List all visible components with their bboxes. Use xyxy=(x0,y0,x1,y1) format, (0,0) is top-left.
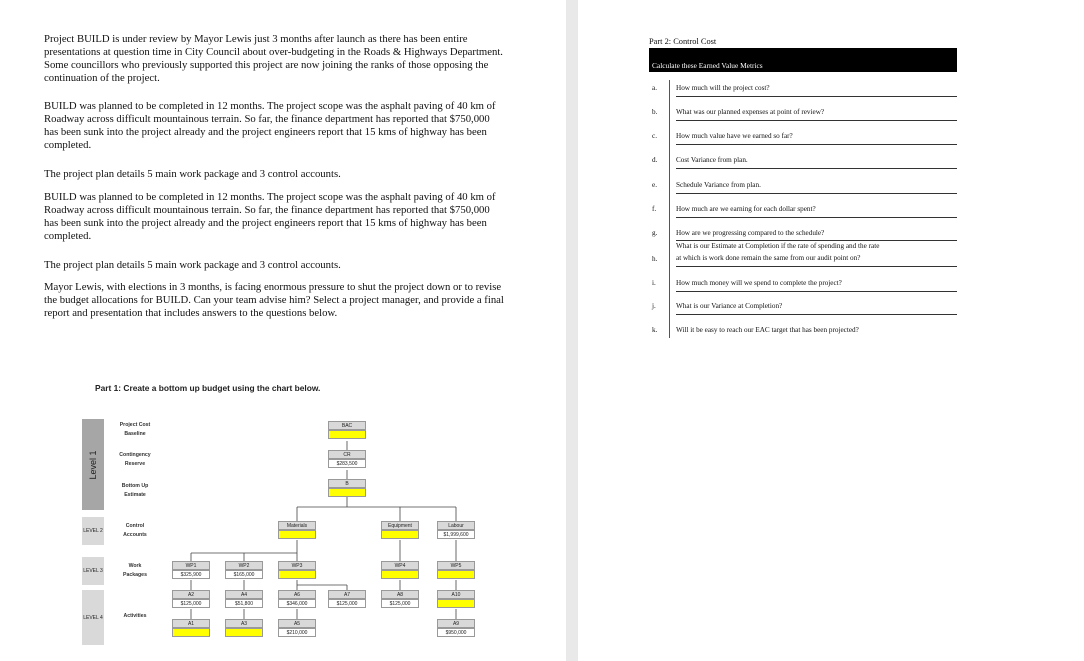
level1-band: Level 1 xyxy=(82,419,104,510)
activity-a8: A8 $125,000 xyxy=(381,590,419,608)
account-materials: Materials xyxy=(278,521,316,539)
scope-paragraph: BUILD was planned to be completed in 12 months. The project scope was the asphalt paving of 40 km of Roadway across difficult mountainous terrain. So far, the finance department has reported that $750,000 has been sunk into the project already and the project engineers report that 15 kms of highway has been completed. xyxy=(44,100,496,151)
question-a: How much will the project cost? xyxy=(676,84,770,92)
wp4-box: WP4 xyxy=(381,561,419,579)
wp5-box: WP5 xyxy=(437,561,475,579)
wp1-box: WP1 $325,900 xyxy=(172,561,210,579)
question-f: How much are we earning for each dollar spent? xyxy=(676,205,816,213)
row-label-control-accounts: Control Accounts xyxy=(123,523,147,538)
level3-band: LEVEL 3 xyxy=(82,557,104,585)
question-i: How much money will we spend to complete the project? xyxy=(676,279,842,287)
wp3-box: WP3 xyxy=(278,561,316,579)
activity-a5: A5 $210,000 xyxy=(278,619,316,637)
question-g: How are we progressing compared to the schedule? xyxy=(676,229,825,237)
account-labour: Labour $1,999,600 xyxy=(437,521,475,539)
activity-a6: A6 $346,000 xyxy=(278,590,316,608)
wp2-box: WP2 $165,000 xyxy=(225,561,263,579)
question-e: Schedule Variance from plan. xyxy=(676,181,761,189)
activity-a7: A7 $125,000 xyxy=(328,590,366,608)
question-divider xyxy=(669,80,670,338)
level4-band: LEVEL 4 xyxy=(82,590,104,645)
question-b: What was our planned expenses at point of review? xyxy=(676,108,825,116)
row-label-bottom-up: Bottom Up Estimate xyxy=(121,483,149,498)
question-j: What is our Variance at Completion? xyxy=(676,302,783,310)
bac-box: BAC xyxy=(328,421,366,439)
activity-a10: A10 xyxy=(437,590,475,608)
question-d: Cost Variance from plan. xyxy=(676,156,748,164)
activity-a1: A1 xyxy=(172,619,210,637)
mayor-paragraph: Mayor Lewis, with elections in 3 months, is facing enormous pressure to shut the project down or to revise the budget allocations for BUILD. Can your team advise him? Select a project manager, and provide a final report and presentation that includes answers to the questions below. xyxy=(44,281,504,319)
level2-band: LEVEL 2 xyxy=(82,517,104,545)
question-h-line2: at which is work done remain the same from our audit point on? xyxy=(676,254,861,262)
question-c: How much value have we earned so far? xyxy=(676,132,793,140)
activity-a3: A3 xyxy=(225,619,263,637)
activity-a4: A4 $51,800 xyxy=(225,590,263,608)
question-k: Will it be easy to reach our EAC target that has been projected? xyxy=(676,326,859,334)
part1-title: Part 1: Create a bottom up budget using the chart below. xyxy=(95,383,321,393)
intro-paragraph: Project BUILD is under review by Mayor Lewis just 3 months after launch as there has been entire presentations at question time in City Council about over-budgeting in the Roads & Highways Department. Some councillors who previously supported this project are now joining the ranks of those opposing the continuation of the project. xyxy=(44,33,503,84)
bottom-up-box: B xyxy=(328,479,366,497)
row-label-cost-baseline: Project Cost Baseline xyxy=(119,422,151,437)
metrics-header-bar: Calculate these Earned Value Metrics xyxy=(649,48,957,72)
scope-paragraph-repeat: BUILD was planned to be completed in 12 months. The project scope was the asphalt paving of 40 km of Roadway across difficult mountainous terrain. So far, the finance department has reported that $750,000 has been sunk into the project already and the project engineers report that 15 kms of highway has been completed. xyxy=(44,191,496,242)
contingency-box: CR $283,500 xyxy=(328,450,366,468)
row-label-contingency: Contingency Reserve xyxy=(119,452,151,467)
part2-title: Part 2: Control Cost xyxy=(649,37,717,46)
account-equipment: Equipment xyxy=(381,521,419,539)
activity-a9: A9 $950,000 xyxy=(437,619,475,637)
row-label-activities: Activities xyxy=(123,613,147,619)
plan-paragraph: The project plan details 5 main work package and 3 control accounts. xyxy=(44,168,341,180)
question-h: What is our Estimate at Completion if the rate of spending and the rate xyxy=(676,242,880,250)
row-label-work-packages: Work Packages xyxy=(123,563,147,578)
activity-a2: A2 $125,000 xyxy=(172,590,210,608)
plan-paragraph-repeat: The project plan details 5 main work package and 3 control accounts. xyxy=(44,259,341,271)
